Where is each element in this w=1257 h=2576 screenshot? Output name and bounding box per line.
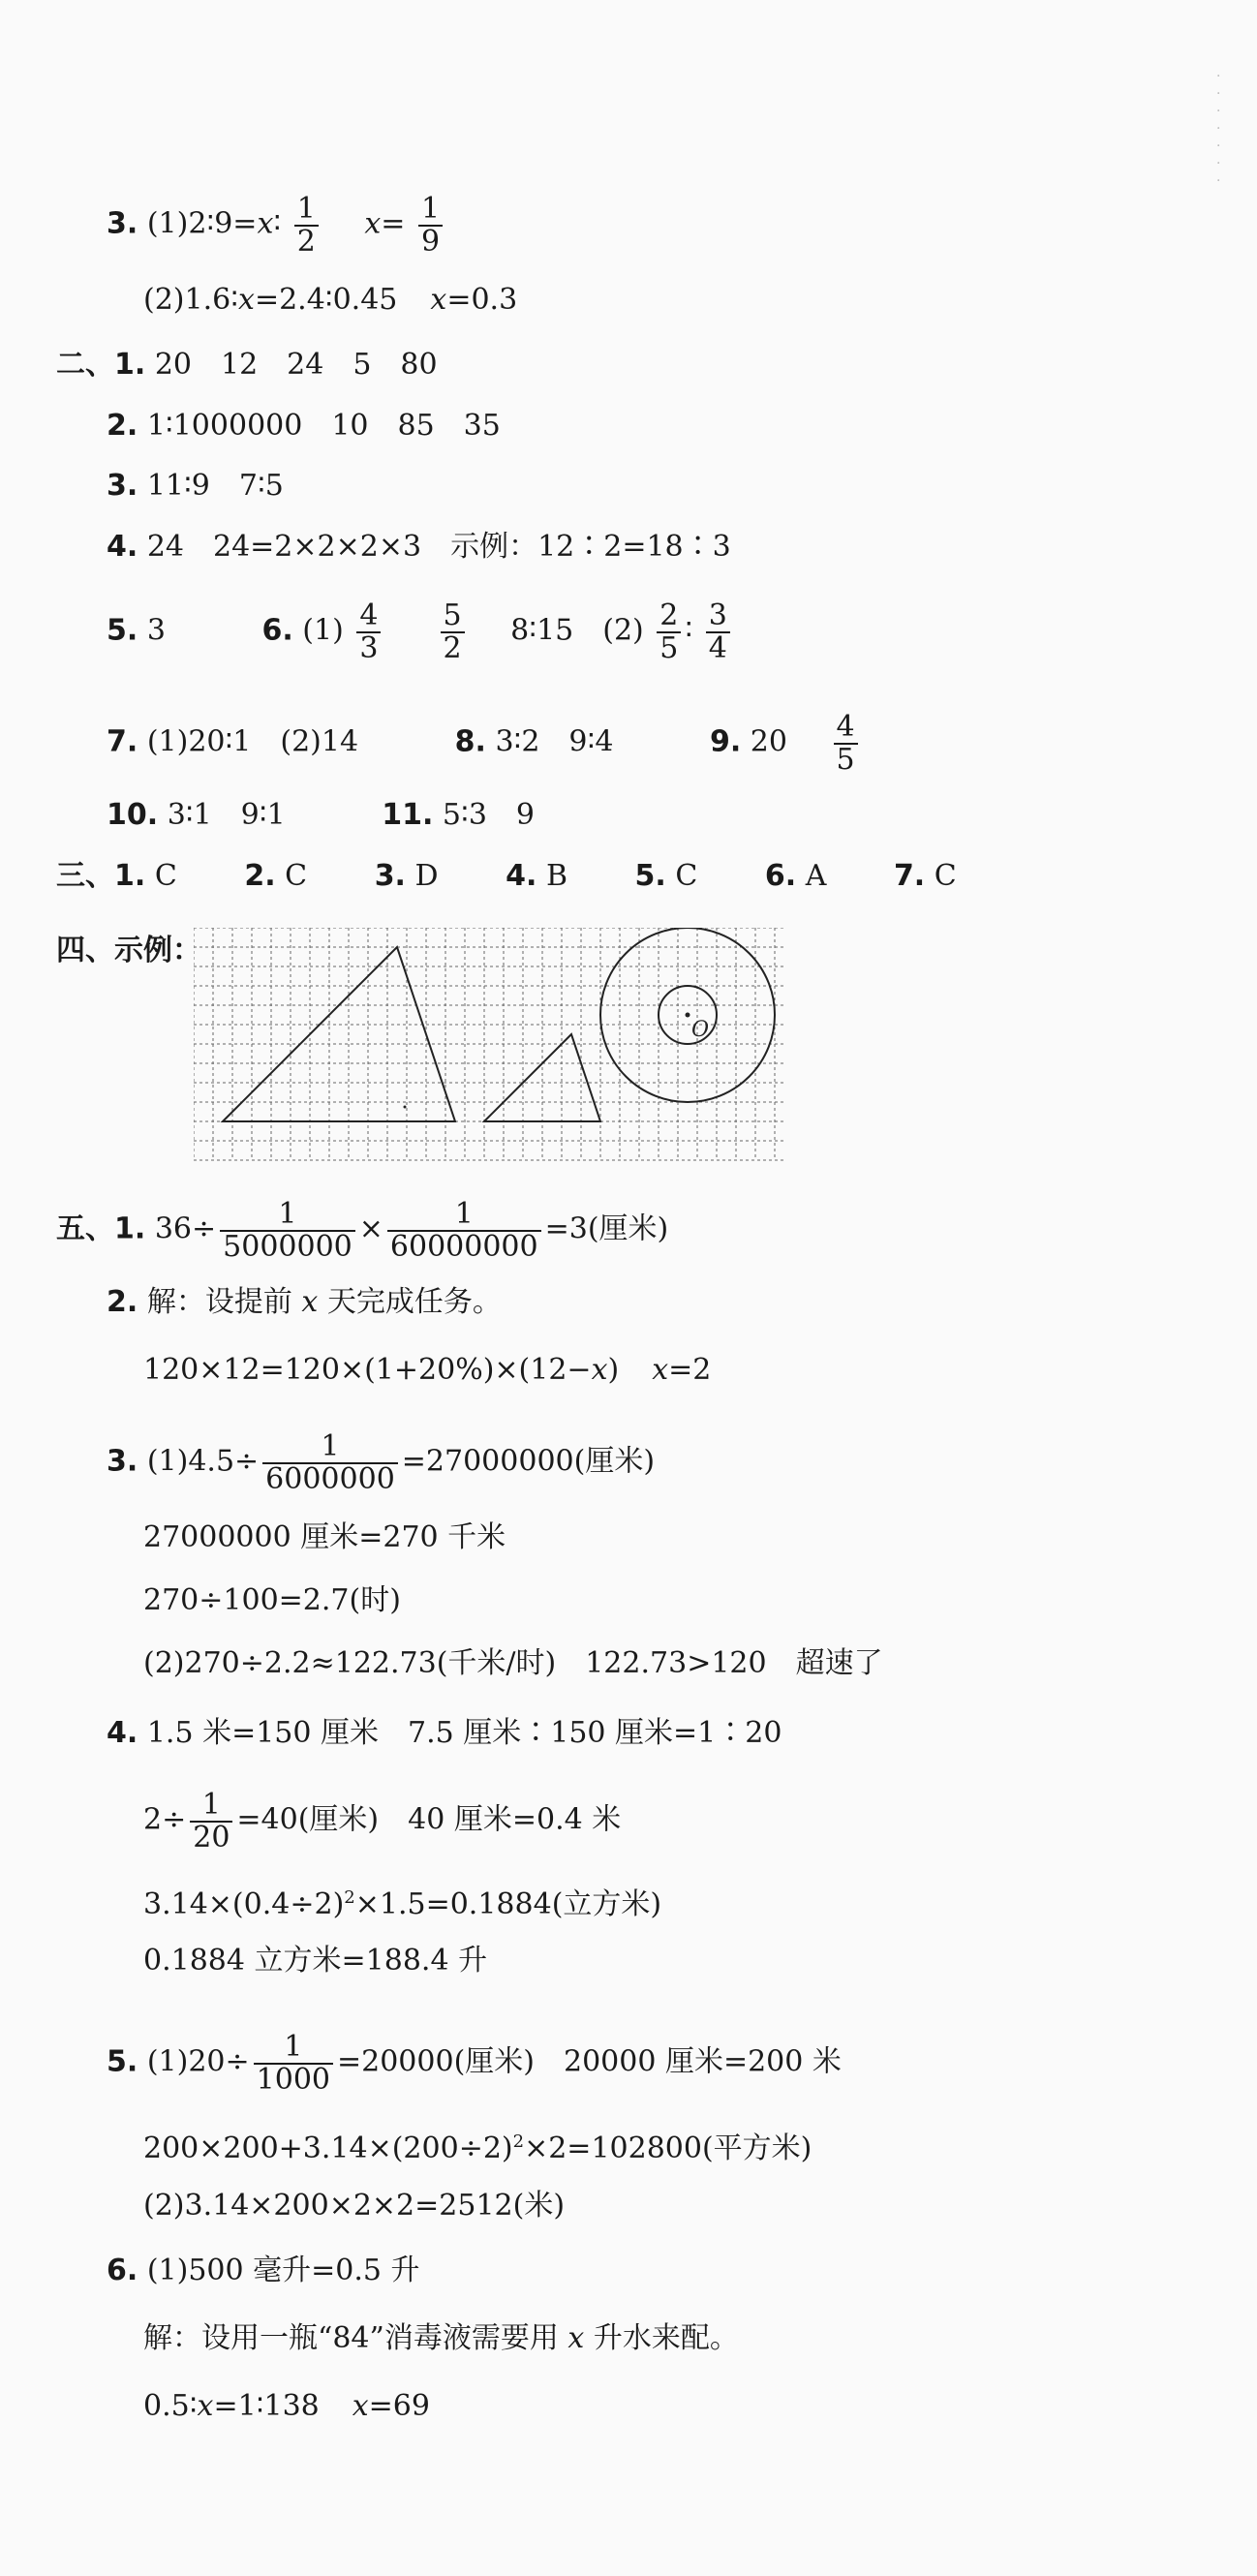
section-5-answer-4-b: 2÷ $\frac{1}{20}$ =40(厘米) 40 厘米=0.4 米 — [143, 1788, 622, 1855]
section-2-answer-4: 4. 24 24=2×2×2×3 示例：12∶2=18∶3 — [107, 530, 731, 564]
variable: x — [257, 206, 274, 241]
section-5-answer-6-b: 解：设用一瓶“84”消毒液需要用 x 升水来配。 — [143, 2321, 739, 2355]
large-triangle — [223, 947, 455, 1121]
fraction: $\frac{1}{5000000}$ — [220, 1199, 355, 1262]
fraction: $\frac{1}{1000}$ — [254, 2032, 333, 2095]
section-5-answer-3-b: 27000000 厘米=270 千米 — [143, 1520, 506, 1554]
section-2-answer-10-11: 10. 3∶1 9∶1 11. 5∶3 9 — [107, 798, 535, 832]
fraction: $\frac{2}{5}$ — [657, 600, 681, 663]
section-5-answer-1: 五、1. 36÷ $\frac{1}{5000000}$ × $\frac{1}{60000000}$ =3(厘米) — [56, 1197, 669, 1264]
section-heading: 二、 — [56, 348, 114, 382]
section-5-answer-6-c: 0.5∶x=1∶138 x=69 — [143, 2389, 430, 2423]
section-5-answer-5-c: (2)3.14×200×2×2=2512(米) — [143, 2189, 566, 2223]
text: (1)2∶9= — [146, 206, 258, 241]
section-5-answer-2: 2. 解：设提前 x 天完成任务。 — [107, 1285, 502, 1319]
section-5-answer-6: 6. (1)500 毫升=0.5 升 — [107, 2254, 420, 2287]
edge-marks: · · · · · · · — [1216, 69, 1221, 189]
section-5-answer-2-eq: 120×12=120×(1+20%)×(12−x) x=2 — [143, 1353, 712, 1387]
section-heading: 五、 — [56, 1211, 114, 1246]
fraction: $\frac{4}{3}$ — [356, 600, 381, 663]
fraction: $\frac{3}{4}$ — [706, 600, 730, 663]
section-2-answer-3: 3. 11∶9 7∶5 — [107, 469, 284, 503]
text: ∶ — [273, 206, 282, 241]
center-label: O — [691, 1018, 710, 1042]
fraction: $\frac{1}{20}$ — [190, 1790, 232, 1853]
equation-lhs: x= — [364, 206, 406, 241]
fraction: $\frac{4}{5}$ — [834, 712, 858, 775]
section-5-answer-4-d: 0.1884 立方米=188.4 升 — [143, 1944, 488, 1978]
center-point — [686, 1013, 690, 1018]
section-5-answer-5: 5. (1)20÷ $\frac{1}{1000}$ =20000(厘米) 20000 厘米=200 米 — [107, 2030, 842, 2097]
item-number: 3. — [107, 206, 138, 241]
section-3-answers: 三、1. C 2. C 3. D 4. B 5. C 6. A 7. C — [56, 859, 957, 893]
fraction: $\frac{1}{60000000}$ — [387, 1199, 541, 1262]
section-2-answer-7-8-9: 7. (1)20∶1 (2)14 8. 3∶2 9∶4 9. 20 $\frac{4}{5}$ — [107, 712, 862, 775]
section-5-answer-3: 3. (1)4.5÷ $\frac{1}{6000000}$ =27000000(厘米) — [107, 1429, 656, 1496]
section-5-answer-3-c: 270÷100=2.7(时) — [143, 1583, 401, 1617]
section-2-answer-5-6: 5. 3 6. (1) $\frac{4}{3}$ $\frac{5}{2}$ 8∶15 (2) $\frac{2}{5}$ ∶ $\frac{3}{4}$ — [107, 600, 734, 663]
grid-lines — [194, 928, 784, 1160]
section-5-answer-4: 4. 1.5 米=150 厘米 7.5 厘米∶150 厘米=1∶20 — [107, 1716, 782, 1750]
section-4-label: 四、示例： — [56, 934, 201, 967]
section-heading: 三、 — [56, 859, 114, 893]
fraction: $\frac{1}{6000000}$ — [262, 1431, 398, 1494]
dot-mark — [404, 1106, 407, 1109]
fraction: $\frac{1}{9}$ — [418, 194, 443, 257]
fraction: $\frac{5}{2}$ — [441, 600, 465, 663]
grid-figure — [194, 928, 789, 1175]
fraction: $\frac{1}{2}$ — [294, 194, 319, 257]
section-heading: 四、 — [56, 934, 114, 967]
section-5-answer-3-d: (2)270÷2.2≈122.73(千米/时) 122.73>120 超速了 — [143, 1646, 883, 1680]
section-5-answer-5-b: $200\times 200+3.14\times(200\div 2)^2\times 2=102800$(平方米) — [143, 2131, 812, 2165]
section-2-answer-1: 二、1. 20 12 24 5 80 — [56, 348, 438, 382]
section-2-answer-2: 2. 1∶1000000 10 85 35 — [107, 409, 501, 443]
answer-3-2: (2)1.6∶x=2.4∶0.45 x=0.3 — [143, 283, 518, 317]
section-5-answer-4-c: $3.14\times(0.4\div 2)^2\times 1.5=0.1884$(立方米) — [143, 1887, 662, 1921]
answer-3-1 — [107, 194, 446, 257]
